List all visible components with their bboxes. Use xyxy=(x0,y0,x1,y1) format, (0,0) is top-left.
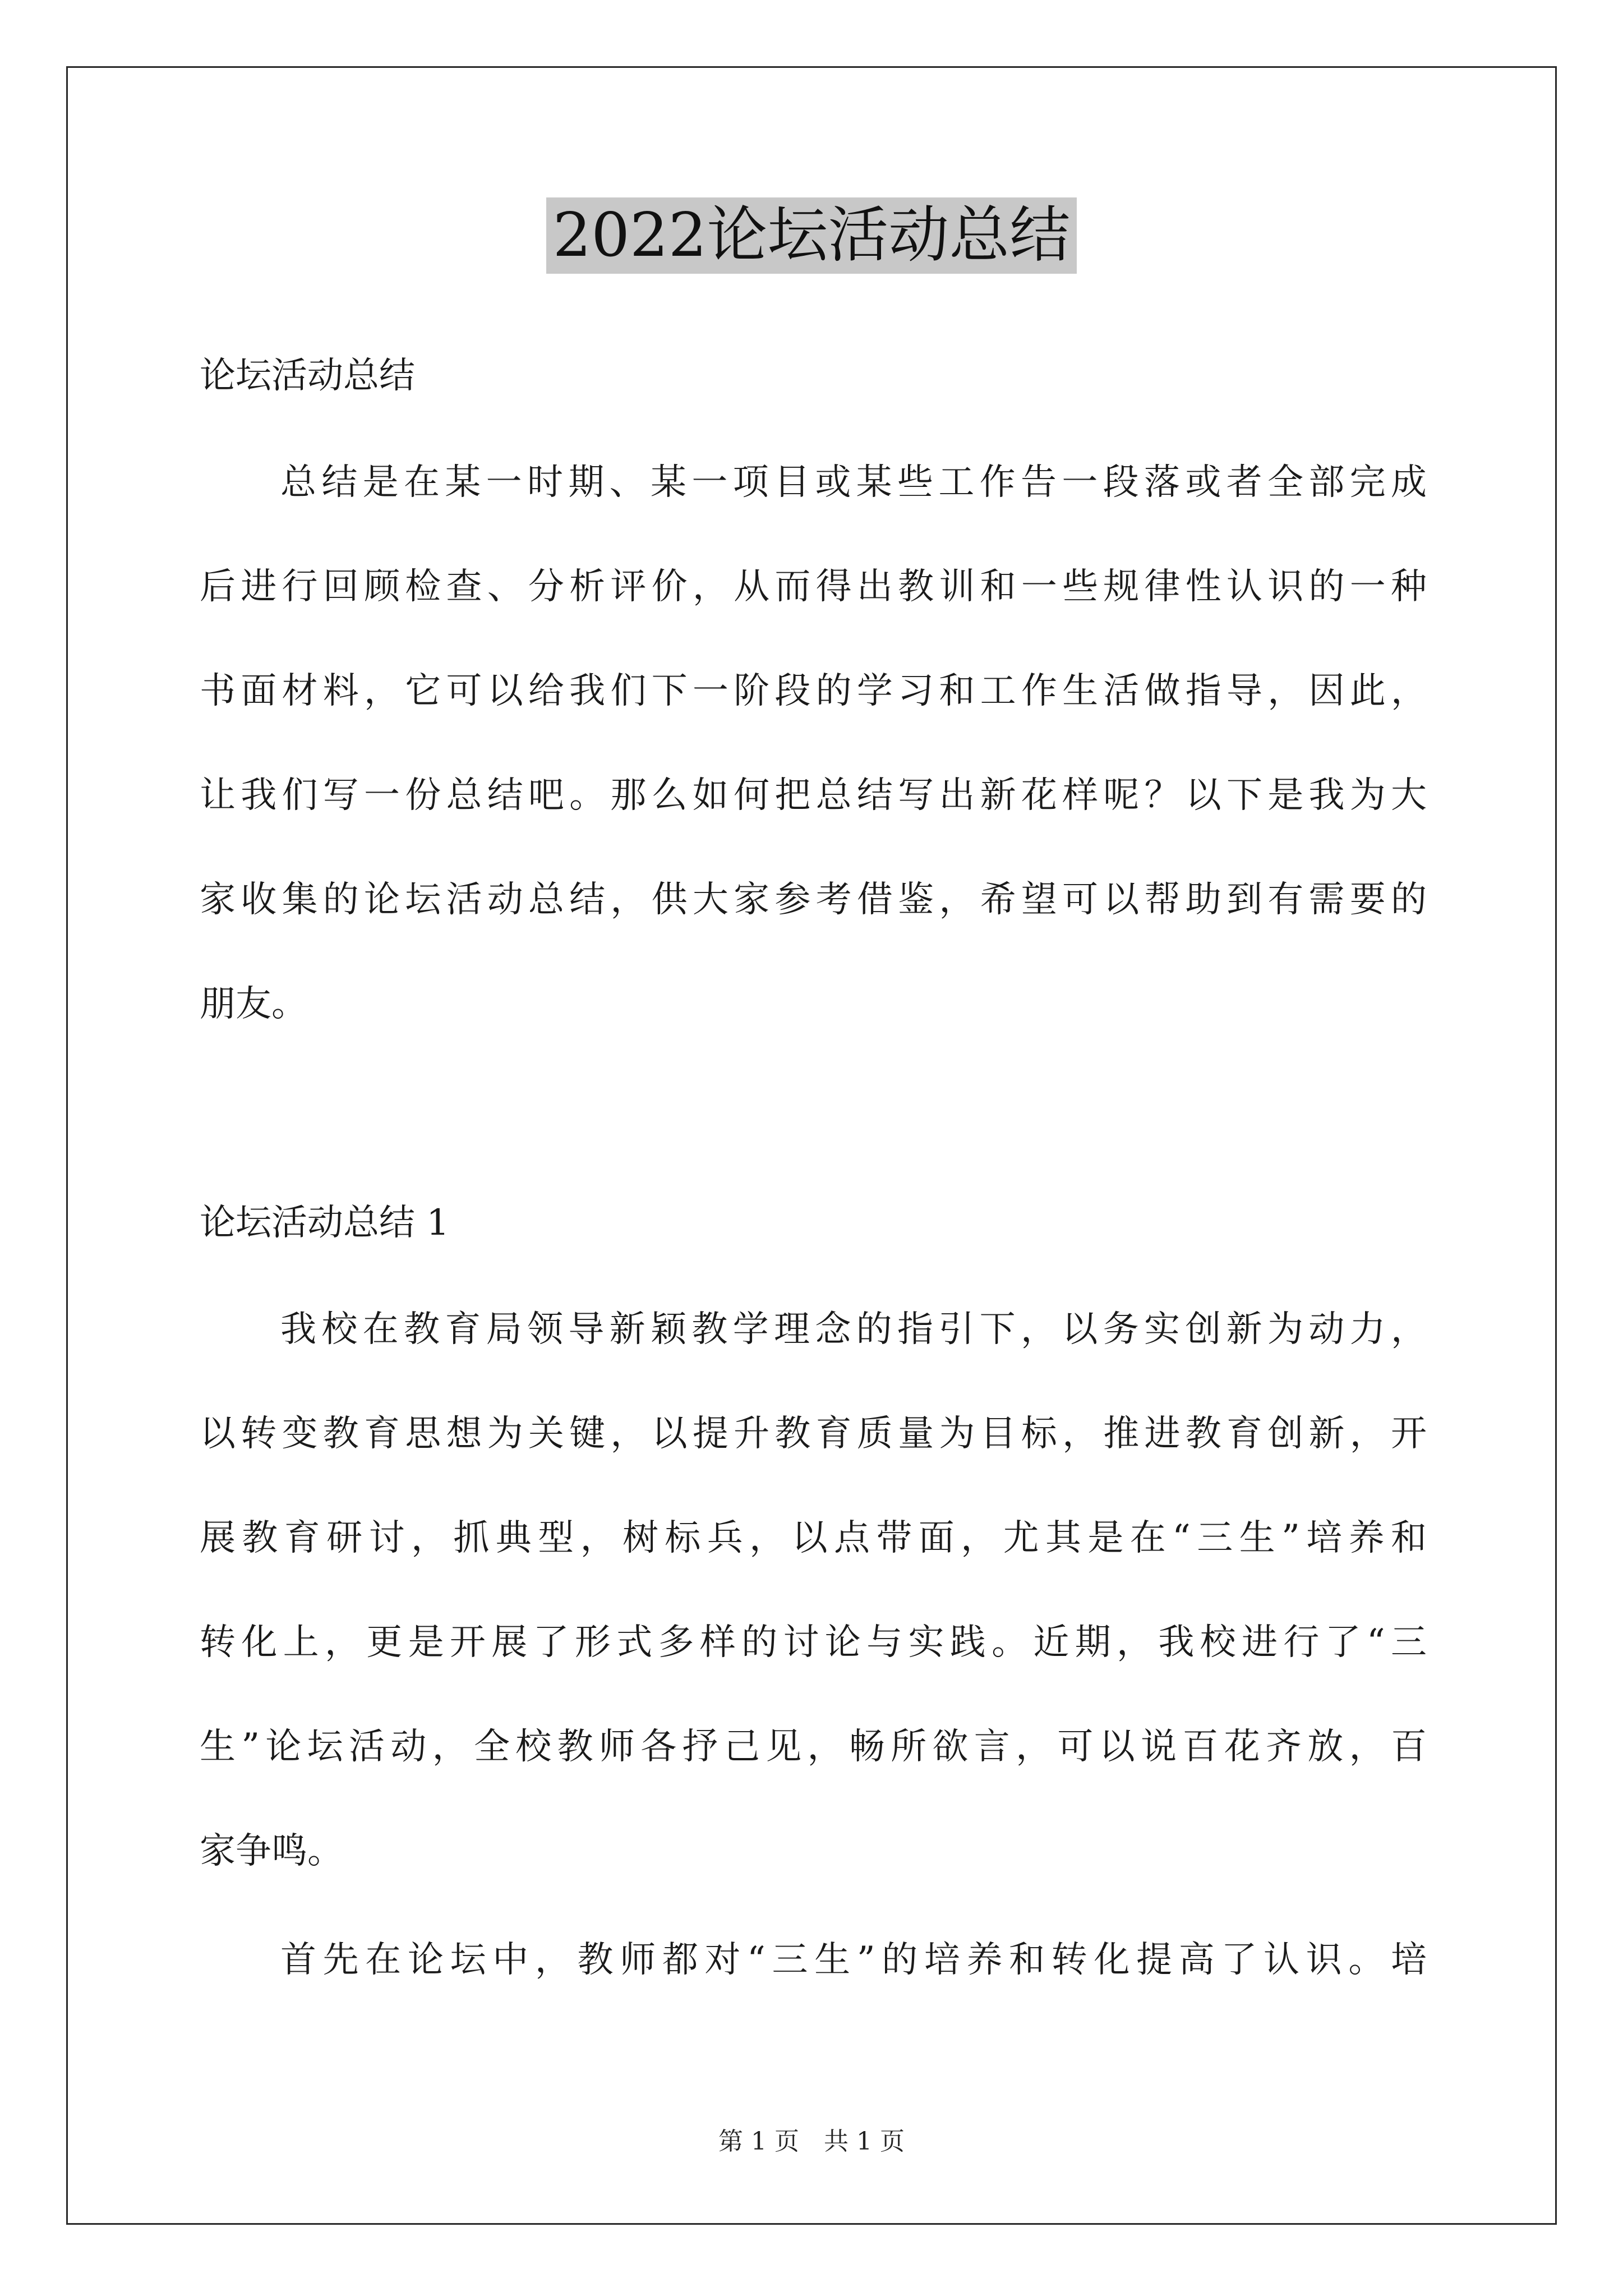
paragraph-line: 书面材料，它可以给我们下一阶段的学习和工作生活做指导，因此， xyxy=(200,670,1427,712)
document-title: 2022论坛活动总结 xyxy=(546,197,1077,274)
paragraph-line: 生”论坛活动，全校教师各抒己见，畅所欲言，可以说百花齐放，百 xyxy=(200,1726,1427,1768)
paragraph-line: 朋友。 xyxy=(200,983,307,1025)
section-heading: 论坛活动总结 1 xyxy=(200,1202,450,1244)
paragraph-line: 首先在论坛中，教师都对“三生”的培养和转化提高了认识。培 xyxy=(280,1939,1427,1981)
paragraph-line: 家争鸣。 xyxy=(200,1830,343,1872)
paragraph-line: 让我们写一份总结吧。那么如何把总结写出新花样呢？以下是我为大 xyxy=(200,775,1427,816)
page-footer: 第 1 页 共 1 页 xyxy=(718,2127,905,2156)
paragraph-line: 以转变教育思想为关键，以提升教育质量为目标，推进教育创新，开 xyxy=(200,1413,1427,1455)
title-container xyxy=(0,197,1623,274)
paragraph-line: 总结是在某一时期、某一项目或某些工作告一段落或者全部完成 xyxy=(280,462,1427,503)
paragraph-line: 转化上，更是开展了形式多样的讨论与实践。近期，我校进行了“三 xyxy=(200,1622,1427,1663)
paragraph-line: 家收集的论坛活动总结，供大家参考借鉴，希望可以帮助到有需要的 xyxy=(200,879,1427,921)
section-heading: 论坛活动总结 xyxy=(200,355,415,397)
paragraph-line: 我校在教育局领导新颖教学理念的指引下，以务实创新为动力， xyxy=(280,1309,1427,1350)
paragraph-line: 后进行回顾检查、分析评价，从而得出教训和一些规律性认识的一种 xyxy=(200,566,1427,608)
paragraph-line: 展教育研讨，抓典型，树标兵，以点带面，尤其是在“三生”培养和 xyxy=(200,1517,1427,1559)
